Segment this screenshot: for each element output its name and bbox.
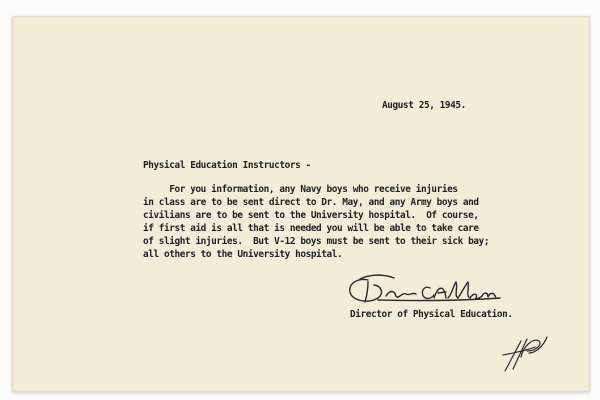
- body-line: all others to the University hospital.: [143, 249, 343, 260]
- signer-title: Director of Physical Education.: [350, 309, 513, 320]
- body-line: in class are to be sent direct to Dr. May, and any Army boys and: [143, 197, 479, 208]
- letter-salutation: Physical Education Instructors -: [143, 160, 311, 171]
- letter-date: August 25, 1945.: [382, 100, 466, 111]
- body-line: For you information, any Navy boys who receive injuries: [143, 184, 458, 195]
- letter-paper: [12, 16, 590, 392]
- body-line: if first aid is all that is needed you will be able to take care: [143, 223, 479, 234]
- handwritten-signature: [338, 270, 508, 310]
- body-line: civilians are to be sent to the University hospital. Of course,: [143, 210, 479, 221]
- body-line: of slight injuries. But V-12 boys must be sent to their sick bay;: [143, 236, 490, 247]
- handwritten-initials: [499, 329, 551, 375]
